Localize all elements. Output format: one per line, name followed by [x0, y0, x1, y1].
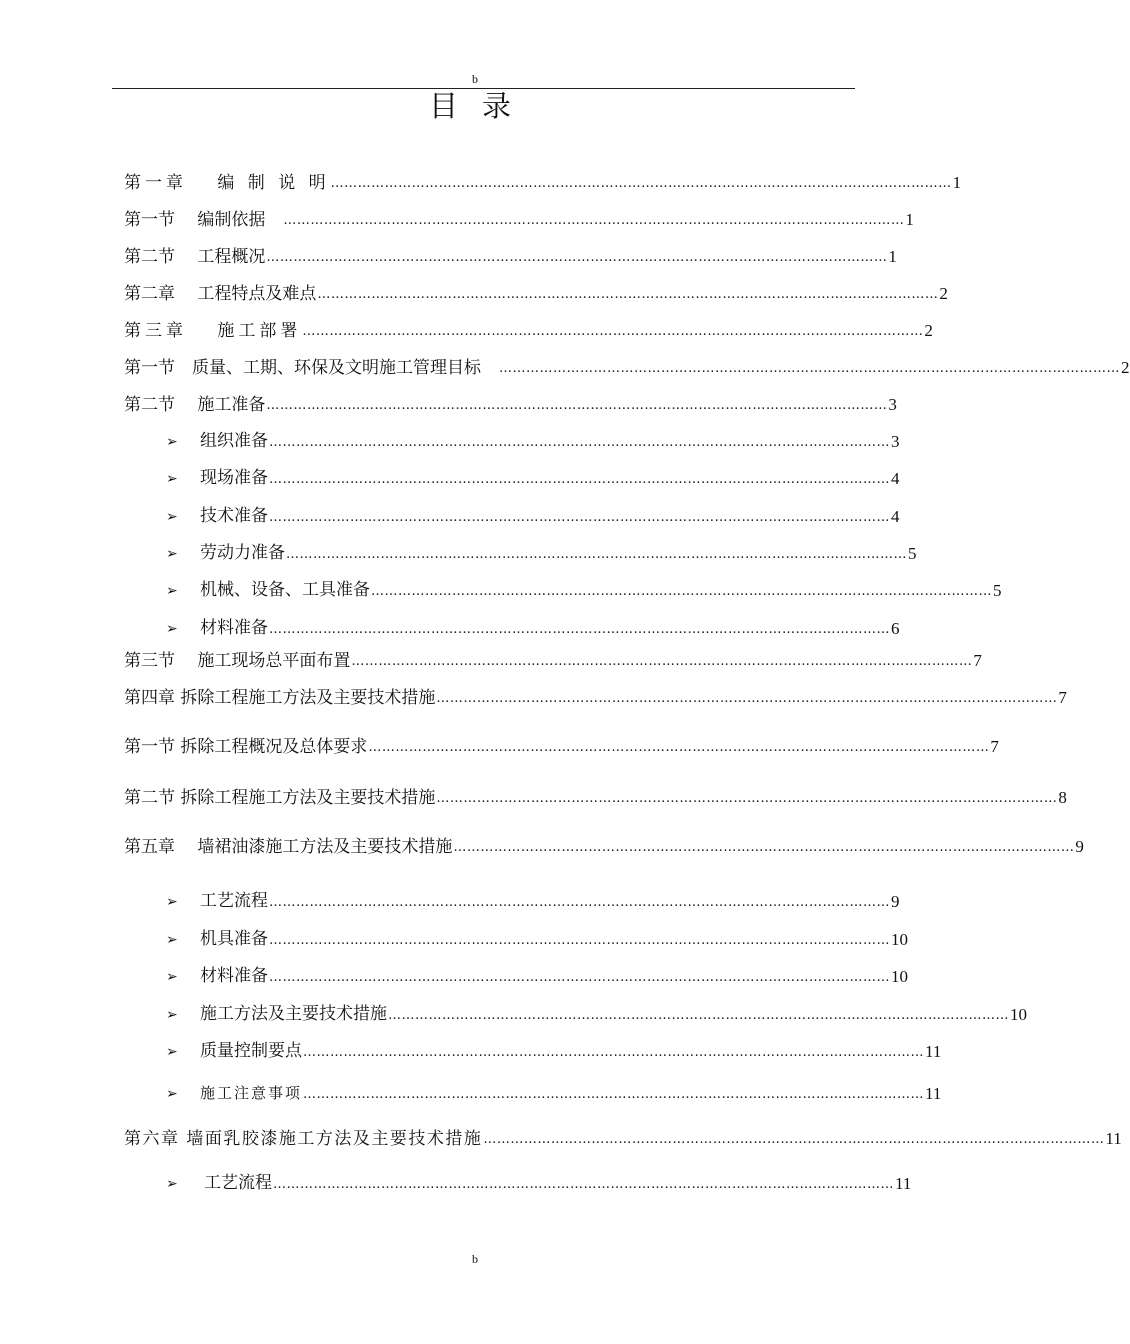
toc-leader-dots: ………………………………………………………………………………………………………………………… — [436, 791, 1058, 806]
toc-page-number: 7 — [1058, 688, 1067, 707]
toc-entry-label: 第三节 施工现场总平面布置 — [124, 651, 351, 671]
toc-leader-dots: ………………………………………………………………………………………………………………………… — [269, 472, 890, 487]
toc-leader-dots: ………………………………………………………………………………………………………………………… — [269, 622, 890, 637]
toc-leader-dots: ………………………………………………………………………………………………………………………… — [499, 361, 1120, 376]
toc-page-number: 9 — [891, 892, 900, 911]
toc-entry-label: 工艺流程 — [204, 1173, 272, 1193]
toc-page-number: 3 — [888, 395, 897, 414]
toc-entry-label: 劳动力准备 — [200, 543, 285, 563]
toc-entry-label: 机具准备 — [200, 929, 268, 949]
toc-entry[interactable] — [124, 889, 900, 913]
toc-page-number: 6 — [891, 619, 900, 638]
toc-page-number: 8 — [1058, 788, 1067, 807]
toc-leader-dots: ………………………………………………………………………………………………………………………… — [483, 1132, 1105, 1147]
toc-entry[interactable] — [124, 1171, 912, 1195]
toc-entry-label: 组织准备 — [200, 431, 268, 451]
toc-entry-label: 第二节 施工准备 — [124, 395, 266, 415]
toc-entry[interactable] — [124, 734, 999, 758]
toc-leader-dots: ………………………………………………………………………………………………………………………… — [351, 654, 973, 669]
toc-entry-label: 工艺流程 — [200, 891, 268, 911]
arrow-bullet-icon: ➢ — [166, 1086, 180, 1102]
toc-leader-dots: ………………………………………………………………………………………………………………………… — [283, 213, 905, 228]
toc-entry[interactable] — [124, 1126, 1122, 1150]
toc-entry[interactable] — [124, 207, 914, 231]
toc-leader-dots: ………………………………………………………………………………………………………………………… — [302, 324, 924, 339]
toc-entry-label: 施工注意事项 — [200, 1084, 303, 1102]
toc-leader-dots: ………………………………………………………………………………………………………………………… — [388, 1008, 1009, 1023]
toc-entry-label: 质量控制要点 — [200, 1041, 302, 1061]
toc-page-number: 11 — [1105, 1129, 1122, 1148]
arrow-bullet-icon: ➢ — [166, 932, 178, 948]
toc-leader-dots: ………………………………………………………………………………………………………………………… — [303, 1045, 924, 1060]
toc-entry[interactable] — [124, 318, 933, 342]
toc-page-number: 1 — [888, 247, 897, 266]
toc-entry-label: 材料准备 — [200, 966, 268, 986]
toc-page-number: 2 — [1121, 358, 1130, 377]
toc-entry[interactable] — [124, 429, 900, 453]
toc-page-number: 9 — [1075, 837, 1084, 856]
toc-entry[interactable] — [124, 685, 1067, 709]
toc-leader-dots: ………………………………………………………………………………………………………………………… — [269, 970, 890, 985]
toc-entry-label: 第一节 质量、工期、环保及文明施工管理目标 — [124, 358, 498, 378]
toc-page-number: 11 — [925, 1042, 942, 1061]
toc-leader-dots: ………………………………………………………………………………………………………………………… — [269, 895, 890, 910]
toc-leader-dots: ………………………………………………………………………………………………………………………… — [303, 1087, 925, 1102]
toc-entry-label: 第二节 工程概况 — [124, 247, 266, 267]
toc-leader-dots: ………………………………………………………………………………………………………………………… — [269, 933, 890, 948]
toc-page-number: 5 — [908, 544, 917, 563]
toc-page-number: 10 — [891, 967, 908, 986]
toc-entry[interactable] — [124, 504, 900, 528]
toc-entry[interactable] — [124, 392, 897, 416]
toc-leader-dots: ………………………………………………………………………………………………………………………… — [266, 398, 888, 413]
toc-page-number: 4 — [891, 507, 900, 526]
arrow-bullet-icon: ➢ — [166, 509, 178, 525]
arrow-bullet-icon: ➢ — [166, 1044, 178, 1060]
arrow-bullet-icon: ➢ — [166, 1176, 178, 1192]
toc-page-number: 2 — [939, 284, 948, 303]
toc-entry-label: 第一章 编 制 说 明 — [124, 173, 330, 193]
toc-entry[interactable] — [124, 244, 897, 268]
toc-entry[interactable] — [124, 1039, 942, 1063]
toc-entry-label: 第三章 施工部署 — [124, 321, 302, 341]
toc-entry-label: 技术准备 — [200, 506, 268, 526]
toc-leader-dots: ………………………………………………………………………………………………………………………… — [269, 510, 890, 525]
toc-page-number: 10 — [1010, 1005, 1027, 1024]
toc-entry-label: 第一节 编制依据 — [124, 210, 283, 230]
toc-entry-label: 第一节 拆除工程概况及总体要求 — [124, 737, 368, 757]
toc-leader-dots: ………………………………………………………………………………………………………………………… — [368, 740, 990, 755]
toc-page-number: 4 — [891, 469, 900, 488]
toc-leader-dots: ………………………………………………………………………………………………………………………… — [286, 547, 907, 562]
footer-mark: b — [472, 1252, 478, 1266]
arrow-bullet-icon: ➢ — [166, 621, 178, 637]
toc-entry-label: 第四章 拆除工程施工方法及主要技术措施 — [124, 688, 436, 708]
toc-page-number: 7 — [990, 737, 999, 756]
toc-entry[interactable] — [124, 578, 1002, 602]
toc-entry-label: 第二节 拆除工程施工方法及主要技术措施 — [124, 788, 436, 808]
toc-entry-label: 第六章 墙面乳胶漆施工方法及主要技术措施 — [124, 1129, 483, 1149]
toc-page-number: 11 — [925, 1084, 942, 1103]
toc-entry-label: 材料准备 — [200, 618, 268, 638]
toc-entry[interactable] — [124, 648, 982, 672]
arrow-bullet-icon: ➢ — [166, 969, 178, 985]
toc-entry[interactable] — [124, 355, 1130, 379]
toc-entry-label: 机械、设备、工具准备 — [200, 580, 370, 600]
toc-leader-dots: ………………………………………………………………………………………………………………………… — [273, 1177, 894, 1192]
header-mark: b — [472, 72, 478, 86]
toc-page-number: 5 — [993, 581, 1002, 600]
toc-leader-dots: ………………………………………………………………………………………………………………………… — [317, 287, 939, 302]
toc-entry[interactable] — [124, 964, 908, 988]
arrow-bullet-icon: ➢ — [166, 471, 178, 487]
toc-entry-label: 现场准备 — [200, 468, 268, 488]
toc-leader-dots: ………………………………………………………………………………………………………………………… — [371, 584, 992, 599]
page-title: 目录 — [428, 89, 535, 123]
toc-entry[interactable] — [124, 170, 962, 194]
toc-entry[interactable] — [124, 927, 908, 951]
toc-entry[interactable] — [124, 466, 900, 490]
toc-page-number: 1 — [952, 173, 962, 192]
arrow-bullet-icon: ➢ — [166, 434, 178, 450]
toc-page-number: 11 — [895, 1174, 912, 1193]
arrow-bullet-icon: ➢ — [166, 894, 178, 910]
toc-entry[interactable] — [124, 281, 948, 305]
toc-leader-dots: ………………………………………………………………………………………………………………………… — [266, 250, 888, 265]
toc-leader-dots: ………………………………………………………………………………………………………………………… — [269, 435, 890, 450]
toc-entry-label: 第二章 工程特点及难点 — [124, 284, 317, 304]
toc-entry[interactable] — [124, 834, 1084, 858]
toc-leader-dots: ………………………………………………………………………………………………………………………… — [453, 840, 1075, 855]
toc-page-number: 1 — [905, 210, 914, 229]
arrow-bullet-icon: ➢ — [166, 1007, 178, 1023]
toc-entry-label: 第五章 墙裙油漆施工方法及主要技术措施 — [124, 837, 453, 857]
toc-page-number: 2 — [924, 321, 933, 340]
toc-entry[interactable] — [124, 785, 1067, 809]
toc-page-number: 10 — [891, 930, 908, 949]
toc-page-number: 7 — [973, 651, 982, 670]
toc-page-number: 3 — [891, 432, 900, 451]
arrow-bullet-icon: ➢ — [166, 583, 178, 599]
toc-entry[interactable] — [124, 541, 917, 565]
toc-entry[interactable] — [124, 616, 900, 640]
arrow-bullet-icon: ➢ — [166, 546, 178, 562]
toc-leader-dots: ………………………………………………………………………………………………………………………… — [436, 691, 1058, 706]
toc-entry[interactable] — [124, 1002, 1027, 1026]
toc-entry[interactable] — [124, 1081, 942, 1105]
toc-entry-label: 施工方法及主要技术措施 — [200, 1004, 387, 1024]
toc-leader-dots: ………………………………………………………………………………………………………………………… — [330, 176, 952, 191]
